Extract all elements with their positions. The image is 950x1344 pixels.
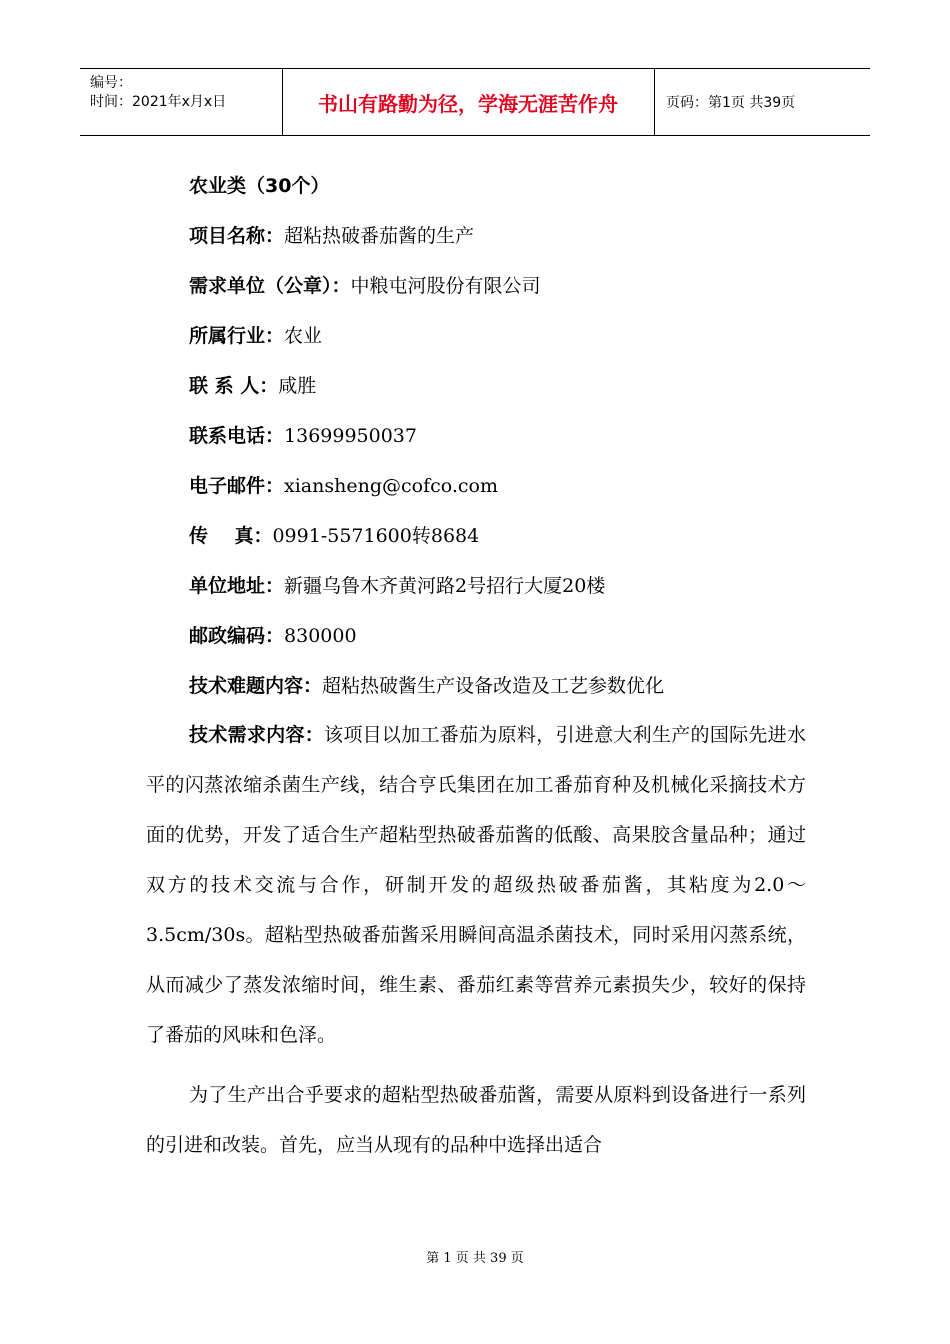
field-value: 超粘热破番茄酱的生产 bbox=[284, 225, 475, 247]
field-contact bbox=[146, 368, 806, 418]
field-label: 邮政编码： bbox=[189, 625, 285, 647]
field-fax bbox=[146, 518, 806, 568]
field-value: 0991-5571600转8684 bbox=[272, 525, 480, 547]
page-header bbox=[80, 68, 870, 136]
page-footer: 第 1 页 共 39 页 bbox=[426, 1251, 524, 1266]
header-page-info: 页码：第1页 共39页 bbox=[666, 95, 796, 111]
doc-date: 时间：2021年x月x日 bbox=[90, 94, 227, 110]
field-label: 联 系 人： bbox=[189, 375, 279, 397]
field-industry bbox=[146, 318, 806, 368]
tech-requirement-paragraph bbox=[146, 710, 806, 1060]
field-value: 新疆乌鲁木齐黄河路2号招行大厦20楼 bbox=[284, 575, 606, 597]
field-email bbox=[146, 468, 806, 518]
field-label: 电子邮件： bbox=[189, 475, 285, 497]
tech-requirement-label: 技术需求内容： bbox=[189, 724, 325, 746]
header-meta bbox=[80, 69, 283, 135]
field-value: 13699950037 bbox=[284, 425, 417, 447]
field-value: xiansheng@cofco.com bbox=[284, 475, 498, 497]
field-value: 咸胜 bbox=[278, 375, 317, 397]
field-label: 单位地址： bbox=[189, 575, 285, 597]
field-postcode bbox=[146, 618, 806, 668]
tech-requirement-text: 该项目以加工番茄为原料，引进意大利生产的国际先进水平的闪蒸浓缩杀菌生产线，结合亨氏集团在加工番茄育种及机械化采摘技术方面的优势，开发了适合生产超粘型热破番茄酱的低酸、高果胶含量品种；通过双方的技术交流与合作，研制开发的超级热破番茄酱，其粘度为2.0～3.5cm/30s。超粘型热破番茄酱采用瞬间高温杀菌技术，同时采用闪蒸系统，从而减少了蒸发浓缩时间，维生素、番茄红素等营养元素损失少，较好的保持了番茄的风味和色泽。 bbox=[146, 724, 806, 1046]
field-demand-unit bbox=[146, 268, 806, 318]
field-value: 830000 bbox=[284, 625, 357, 647]
field-label: 联系电话： bbox=[189, 425, 285, 447]
field-label: 需求单位（公章）： bbox=[189, 275, 351, 297]
field-label: 所属行业： bbox=[189, 325, 285, 347]
field-label: 项目名称： bbox=[189, 225, 285, 247]
field-project-name bbox=[146, 218, 806, 268]
category-heading: 农业类（30个） bbox=[189, 175, 330, 197]
document-body bbox=[146, 168, 806, 1170]
header-motto: 书山有路勤为径，学海无涯苦作舟 bbox=[282, 69, 655, 135]
field-label: 技术难题内容： bbox=[189, 675, 323, 697]
body-paragraph: 为了生产出合乎要求的超粘型热破番茄酱，需要从原料到设备进行一系列的引进和改装。首先，应当从现有的品种中选择出适合 bbox=[146, 1084, 806, 1156]
field-phone bbox=[146, 418, 806, 468]
field-address bbox=[146, 568, 806, 618]
doc-code-label: 编号： bbox=[90, 75, 132, 91]
field-value: 超粘热破酱生产设备改造及工艺参数优化 bbox=[322, 675, 665, 697]
field-value: 中粮屯河股份有限公司 bbox=[350, 275, 541, 297]
field-label: 传 真： bbox=[189, 525, 273, 547]
field-value: 农业 bbox=[284, 325, 323, 347]
